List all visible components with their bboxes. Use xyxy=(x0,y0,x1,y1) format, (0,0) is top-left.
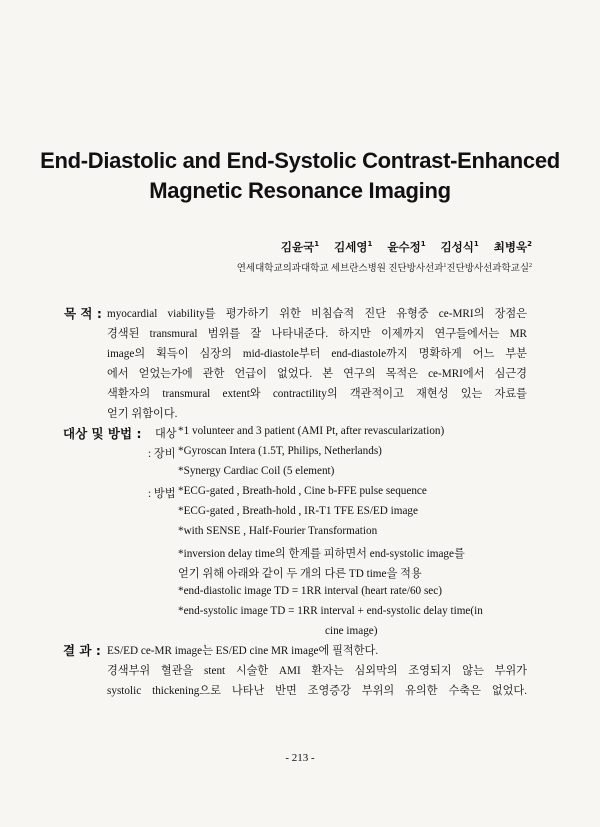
purpose-line: 에서 얻었는가에 관한 언급이 없었다. 본 연구의 목적은 ce-MRI에서 심근경 xyxy=(107,368,527,380)
author-4: 김성식$^1$ xyxy=(440,240,479,254)
affiliation: 연세대학교의과대학교 세브란스병원 진단방사선과$^1$진단방사선과학교실$^2$ xyxy=(236,262,532,274)
paper-title xyxy=(0,146,600,206)
title-line-1: End-Diastolic and End-Systolic Contrast-Enhanced xyxy=(40,148,560,173)
page-number: - 213 - xyxy=(285,752,315,764)
method-item: *end-diastolic image TD = 1RR interval (heart rate/60 sec) xyxy=(178,585,442,597)
equipment-label: : 장비 xyxy=(148,448,176,460)
method-item: cine image) xyxy=(325,625,378,637)
purpose-label: 목 적 : xyxy=(64,306,102,321)
method-label: : 방법 xyxy=(148,488,176,500)
purpose-line: image의 획득이 심장의 mid-diastole부터 end-diastole까지 명확하게 어느 부분 xyxy=(107,348,527,360)
method-item: *ECG-gated , Breath-hold , IR-T1 TFE ES/ED image xyxy=(178,505,418,517)
author-1: 김윤국$^1$ xyxy=(280,240,320,254)
method-item: *ECG-gated , Breath-hold , Cine b-FFE pulse sequence xyxy=(178,485,427,497)
purpose-line: myocardial viability를 평가하기 위한 비침습적 진단 유형중 ce-MRI의 장점은 xyxy=(107,308,527,320)
method-item: 얻기 위해 아래와 같이 두 개의 다른 TD time을 적용 xyxy=(178,568,422,580)
results-line: 경색부위 혈관을 stent 시술한 AMI 환자는 심외막의 조영되지 않는 부위가 xyxy=(107,665,527,677)
title-line-2: Magnetic Resonance Imaging xyxy=(149,178,451,203)
author-2: 김세영$^1$ xyxy=(334,240,373,254)
methods-label: 대상 및 방법 : xyxy=(63,426,142,441)
author-5: 최병욱$^2$ xyxy=(493,240,532,254)
results-label: 결 과 : xyxy=(63,643,101,658)
results-line: systolic thickening으로 나타난 반면 조영증강 부위의 유의한 수축은 없었다. xyxy=(107,685,527,697)
method-item: *with SENSE , Half-Fourier Transformation xyxy=(178,525,378,537)
method-item: *inversion delay time의 한계를 피하면서 end-systolic image를 xyxy=(178,548,465,560)
results-line: ES/ED ce-MR image는 ES/ED cine MR image에 필적한다. xyxy=(107,645,379,657)
purpose-line: 색환자의 transmural extent와 contractility의 객관적이고 재현성 있는 자료를 xyxy=(107,388,527,400)
method-item: *end-systolic image TD = 1RR interval + end-systolic delay time(in xyxy=(178,605,483,617)
author-list xyxy=(270,239,532,255)
author-3: 윤수정$^1$ xyxy=(387,240,426,254)
purpose-line: 경색된 transmural 범위를 잘 나타내준다. 하지만 이제까지 연구들에서는 MR xyxy=(107,328,527,340)
subject-text: *1 volunteer and 3 patient (AMI Pt, after revascularization) xyxy=(178,425,445,437)
purpose-line: 얻기 위함이다. xyxy=(107,408,178,420)
equipment-item: *Synergy Cardiac Coil (5 element) xyxy=(178,465,335,477)
subject-label: 대상 xyxy=(155,428,177,440)
equipment-item: *Gyroscan Intera (1.5T, Philips, Netherlands) xyxy=(178,445,382,457)
